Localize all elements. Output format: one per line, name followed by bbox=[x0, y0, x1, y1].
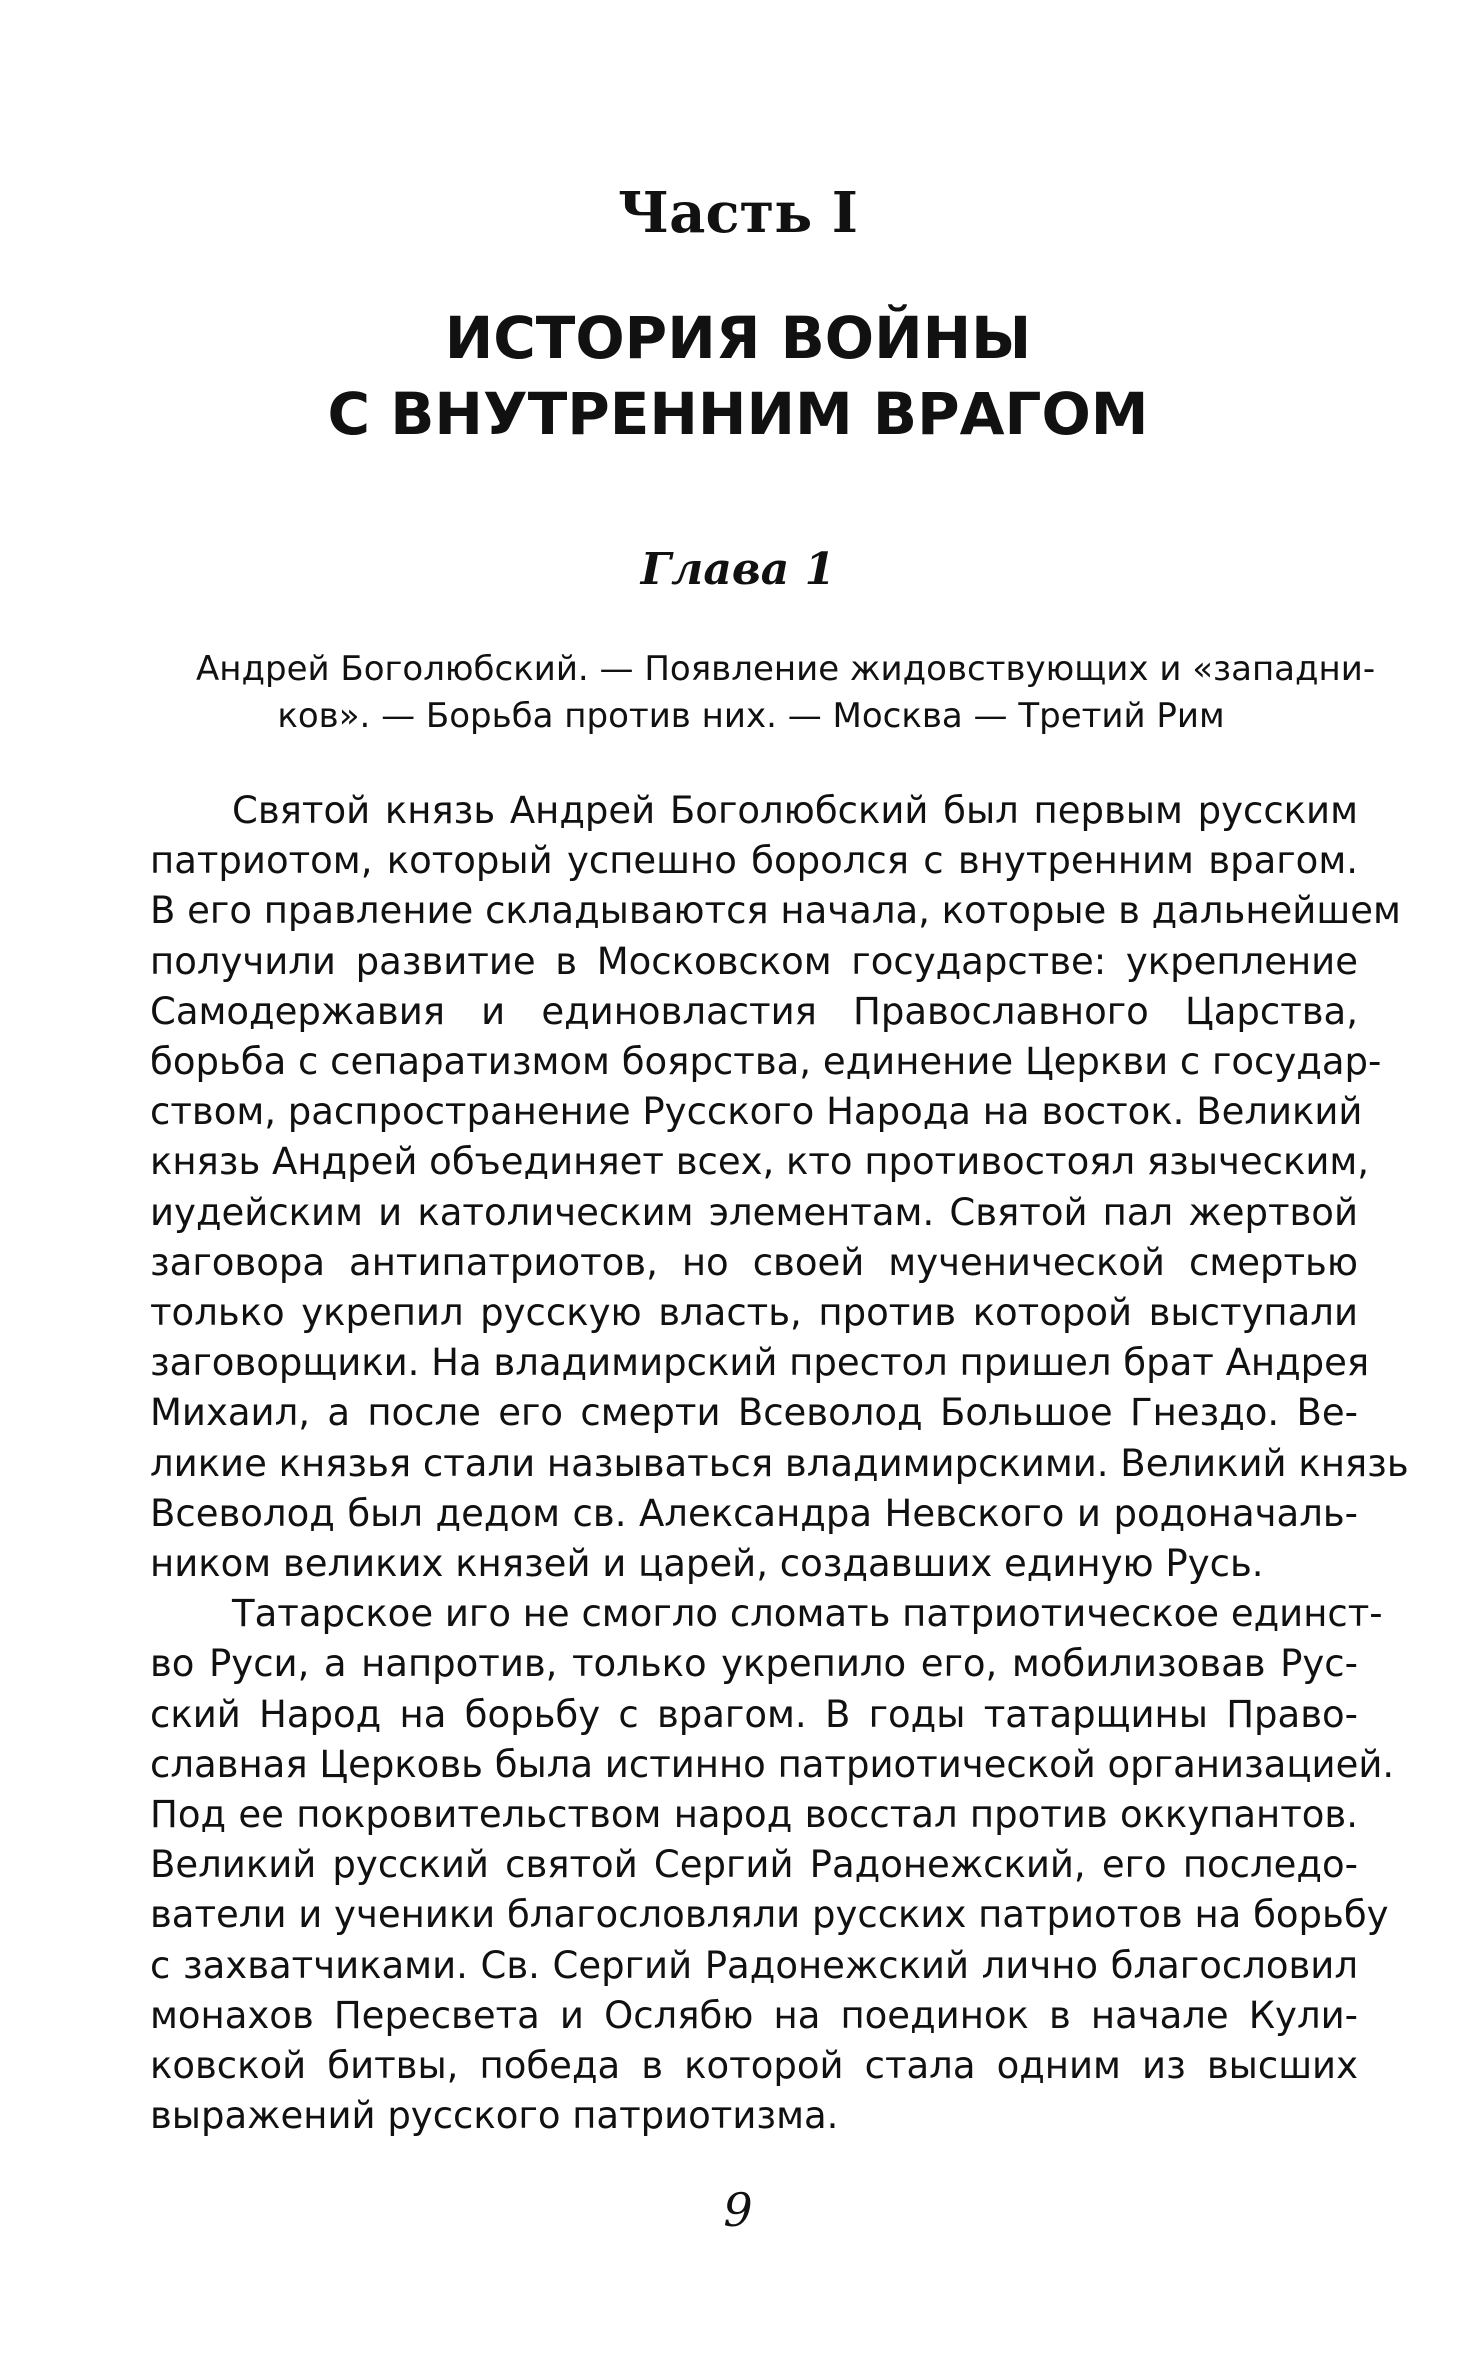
text-line: во Руси, а напротив, только укрепило его, мобилизовав Рус- bbox=[150, 1642, 1358, 1686]
part-title: Часть I bbox=[618, 180, 858, 246]
paragraph bbox=[150, 1589, 1395, 2141]
page-number: 9 bbox=[723, 2183, 753, 2237]
main-title bbox=[0, 300, 1476, 452]
text-line: Михаил, а после его смерти Всеволод Большое Гнездо. Ве- bbox=[150, 1391, 1358, 1435]
chapter-title: Глава 1 bbox=[640, 544, 836, 595]
main-title-line: ИСТОРИЯ ВОЙНЫ bbox=[444, 304, 1032, 372]
chapter-summary bbox=[196, 646, 1376, 740]
summary-line: Андрей Боголюбский. — Появление жидовствующих и «западни- bbox=[196, 649, 1376, 689]
text-line: Татарское иго не смогло сломать патриотическое единст- bbox=[232, 1592, 1383, 1636]
text-line: заговора антипатриотов, но своей мученической смертью bbox=[150, 1240, 1358, 1284]
text-line: только укрепил русскую власть, против которой выступали bbox=[150, 1291, 1358, 1335]
text-line: В его правление складываются начала, которые в дальнейшем bbox=[150, 889, 1401, 933]
text-line: получили развитие в Московском государстве: укрепление bbox=[150, 939, 1358, 983]
text-line: ством, распространение Русского Народа на восток. Великий bbox=[150, 1090, 1363, 1134]
paragraph bbox=[150, 786, 1409, 1589]
text-line: выражений русского патриотизма. bbox=[150, 2094, 839, 2138]
text-line: заговорщики. На владимирский престол пришел брат Андрея bbox=[150, 1341, 1370, 1385]
text-line: Под ее покровительством народ восстал против оккупантов. bbox=[150, 1793, 1358, 1837]
text-line: Самодержавия и единовластия Православного Царства, bbox=[150, 989, 1358, 1033]
text-line: борьба с сепаратизмом боярства, единение Церкви с государ- bbox=[150, 1040, 1382, 1084]
text-line: Всеволод был дедом св. Александра Невского и родоначаль- bbox=[150, 1491, 1358, 1535]
text-line: Великий русский святой Сергий Радонежский, его последо- bbox=[150, 1843, 1358, 1887]
text-line: монахов Пересвета и Ослябю на поединок в начале Кули- bbox=[150, 1993, 1358, 2037]
text-line: ватели и ученики благословляли русских патриотов на борьбу bbox=[150, 1893, 1389, 1937]
text-line: патриотом, который успешно боролся с внутренним врагом. bbox=[150, 839, 1358, 883]
body-text bbox=[150, 786, 1409, 2141]
text-line: с захватчиками. Св. Сергий Радонежский лично благословил bbox=[150, 1943, 1358, 1987]
text-line: князь Андрей объединяет всех, кто противостоял языческим, bbox=[150, 1140, 1370, 1184]
text-line: иудейским и католическим элементам. Святой пал жертвой bbox=[150, 1190, 1358, 1234]
text-line: ником великих князей и царей, создавших единую Русь. bbox=[150, 1542, 1264, 1586]
text-line: Святой князь Андрей Боголюбский был первым русским bbox=[232, 789, 1358, 832]
summary-line: ков». — Борьба против них. — Москва — Третий Рим bbox=[277, 696, 1225, 736]
text-line: ковской битвы, победа в которой стала одним из высших bbox=[150, 2044, 1358, 2088]
text-line: ликие князья стали называться владимирскими. Великий князь bbox=[150, 1441, 1409, 1485]
main-title-line: С ВНУТРЕННИМ ВРАГОМ bbox=[327, 380, 1149, 448]
text-line: ский Народ на борьбу с врагом. В годы татарщины Право- bbox=[150, 1692, 1358, 1736]
text-line: славная Церковь была истинно патриотической организацией. bbox=[150, 1742, 1395, 1786]
